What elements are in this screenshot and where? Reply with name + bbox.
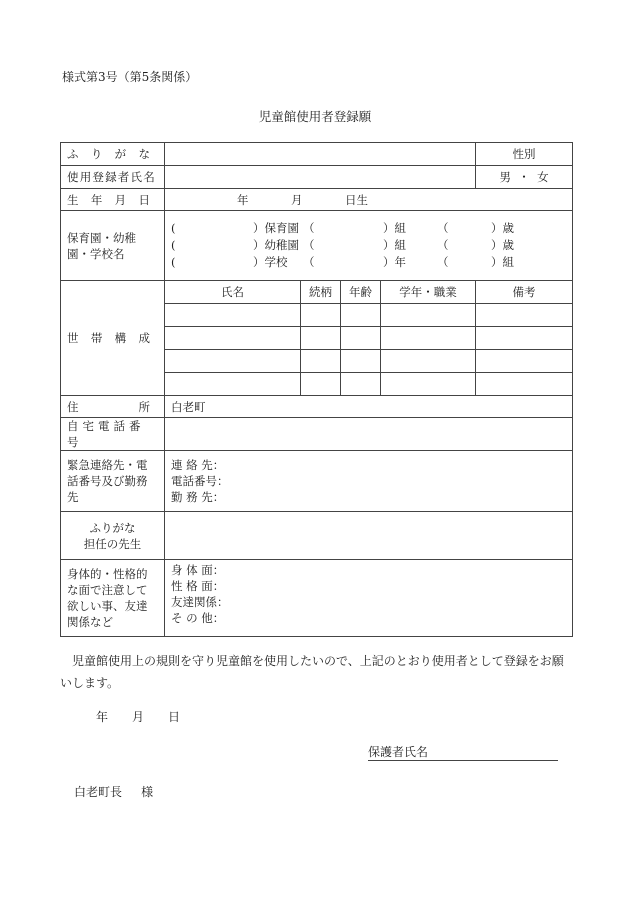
household-cell[interactable] xyxy=(476,304,573,327)
furigana-label: ふ り が な xyxy=(61,143,165,166)
household-cell[interactable] xyxy=(165,373,301,396)
household-cell[interactable] xyxy=(165,327,301,350)
household-cell[interactable] xyxy=(341,327,381,350)
registration-table xyxy=(60,142,573,637)
notes-field[interactable]: 身 体 面： 性 格 面： 友達関係： そ の 他： xyxy=(165,560,573,637)
household-cell[interactable] xyxy=(341,350,381,373)
household-header-remarks: 備考 xyxy=(476,281,573,304)
address-label: 住 所 xyxy=(61,396,165,418)
emergency-field[interactable]: 連 絡 先： 電話番号： 勤 務 先： xyxy=(165,451,573,512)
household-header-name: 氏名 xyxy=(165,281,301,304)
guardian-label: 保護者氏名 xyxy=(368,745,429,759)
address-field[interactable]: 白老町 xyxy=(165,396,573,418)
household-cell[interactable] xyxy=(341,373,381,396)
household-cell[interactable] xyxy=(301,327,341,350)
household-header-relation: 続柄 xyxy=(301,281,341,304)
household-cell[interactable] xyxy=(165,350,301,373)
gender-label: 性別 xyxy=(476,143,573,166)
household-cell[interactable] xyxy=(476,373,573,396)
name-field[interactable] xyxy=(165,166,476,189)
furigana-field[interactable] xyxy=(165,143,476,166)
household-cell[interactable] xyxy=(381,327,476,350)
teacher-field[interactable] xyxy=(165,512,573,560)
phone-field[interactable] xyxy=(165,418,573,451)
household-cell[interactable] xyxy=(165,304,301,327)
household-cell[interactable] xyxy=(381,373,476,396)
submission-date[interactable]: 年 月 日 xyxy=(96,710,181,724)
household-cell[interactable] xyxy=(301,350,341,373)
notes-label: 身体的・性格的な面で注意して欲しい事、友達関係など xyxy=(61,560,165,637)
household-cell[interactable] xyxy=(301,373,341,396)
household-cell[interactable] xyxy=(341,304,381,327)
phone-label: 自宅電話番号 xyxy=(61,418,165,451)
emergency-label: 緊急連絡先・電話番号及び勤務先 xyxy=(61,451,165,512)
household-cell[interactable] xyxy=(476,350,573,373)
name-label: 使用登録者氏名 xyxy=(61,166,165,189)
teacher-label: ふりがな 担任の先生 xyxy=(61,512,165,560)
household-cell[interactable] xyxy=(301,304,341,327)
household-cell[interactable] xyxy=(381,304,476,327)
household-cell[interactable] xyxy=(476,327,573,350)
addressee: 白老町長 様 xyxy=(74,785,154,799)
gender-options[interactable]: 男 ・ 女 xyxy=(476,166,573,189)
household-cell[interactable] xyxy=(381,350,476,373)
household-label: 世 帯 構 成 xyxy=(61,281,165,396)
form-title: 児童館使用者登録願 xyxy=(258,109,372,124)
household-header-age: 年齢 xyxy=(341,281,381,304)
household-header-occupation: 学年・職業 xyxy=(381,281,476,304)
school-field[interactable]: ( ）保育園 （ ）組 （ ）歳 ( ）幼稚園 （ ）組 （ ）歳 ( ）学校 （ ）年 （ ）組 xyxy=(165,211,573,281)
school-label: 保育園・幼稚園・学校名 xyxy=(61,211,165,281)
birthdate-field[interactable]: 年 月 日生 xyxy=(165,189,573,211)
form-number: 様式第3号（第5条関係） xyxy=(62,70,198,84)
declaration-text: 児童館使用上の規則を守り児童館を使用したいので、上記のとおり使用者として登録をお願いします。 xyxy=(60,654,564,690)
guardian-signature-line[interactable] xyxy=(368,744,558,761)
birthdate-label: 生 年 月 日 xyxy=(61,189,165,211)
